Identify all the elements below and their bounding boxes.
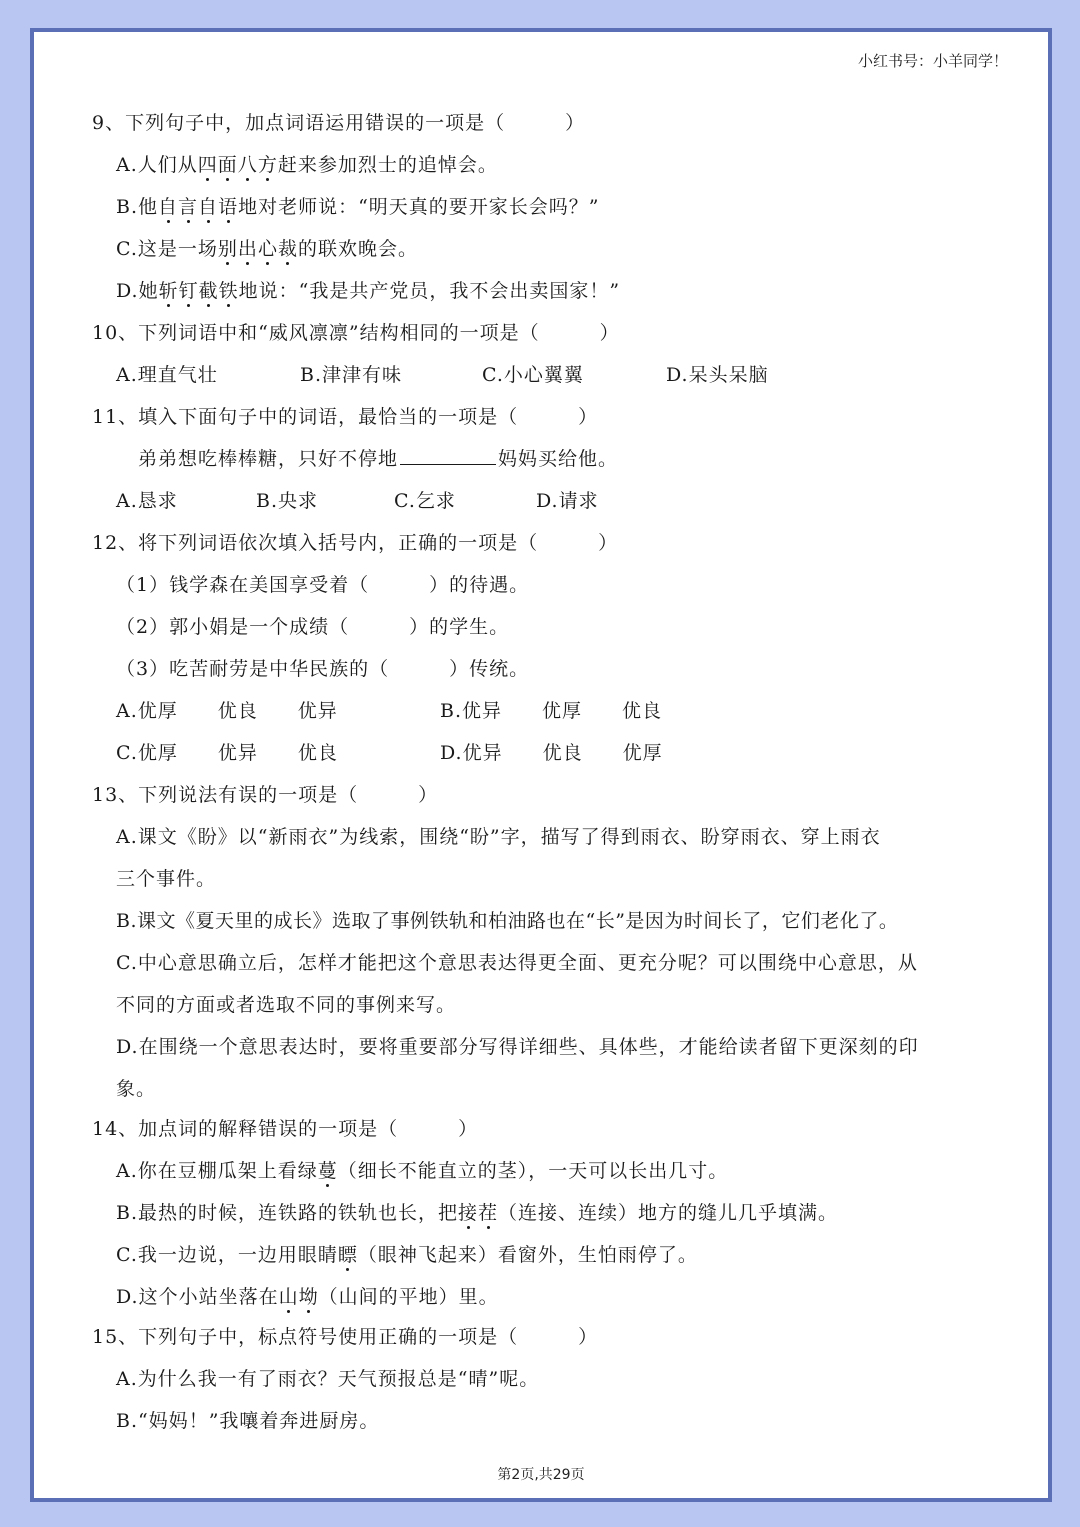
- q12-option-b: B.优异 优厚 优良: [440, 700, 663, 722]
- q13-option-c-line1: C.中心意思确立后，怎样才能把这个意思表达得更全面、更充分呢？可以围绕中心意思，从: [116, 952, 918, 974]
- q12-sentence-1: （1）钱学森在美国享受着（ ）的待遇。: [116, 574, 530, 596]
- q9-option-c: C.这是一场别出心裁的联欢晚会。: [116, 238, 418, 260]
- q13-option-c-line2: 不同的方面或者选取不同的事例来写。: [116, 994, 457, 1016]
- q15-option-b: B.“妈妈！”我嚷着奔进厨房。: [116, 1410, 380, 1432]
- q10-option-c: C.小心翼翼: [482, 364, 584, 386]
- question-13-stem: 13、下列说法有误的一项是（ ）: [92, 784, 439, 806]
- q14-option-d: D.这个小站坐落在山坳（山间的平地）里。: [116, 1286, 499, 1308]
- q12-sentence-3: （3）吃苦耐劳是中华民族的（ ）传统。: [116, 658, 530, 680]
- dotted-word: 四面八方: [197, 154, 278, 176]
- q13-option-d-line1: D.在围绕一个意思表达时，要将重要部分写得详细些、具体些，才能给读者留下更深刻的印: [116, 1036, 919, 1058]
- q12-option-c: C.优厚 优异 优良: [116, 742, 338, 764]
- question-11-stem: 11、填入下面句子中的词语，最恰当的一项是（ ）: [92, 406, 599, 428]
- page-number: 第2页,共29页: [497, 1467, 585, 1483]
- q11-sentence: 弟弟想吃棒棒糖，只好不停地 妈妈买给他。: [138, 448, 619, 470]
- question-9-stem: 9、下列句子中，加点词语运用错误的一项是（ ）: [92, 112, 586, 134]
- dotted-word: 自言自语: [158, 196, 239, 218]
- dotted-word: 山坳: [278, 1286, 319, 1308]
- q10-option-d: D.呆头呆脑: [666, 364, 769, 386]
- q10-option-a: A.理直气壮: [116, 364, 218, 386]
- q14-option-c: C.我一边说，一边用眼睛瞟（眼神飞起来）看窗外，生怕雨停了。: [116, 1244, 698, 1266]
- exam-page: [30, 28, 1052, 1502]
- q11-option-c: C.乞求: [394, 490, 456, 512]
- q10-option-b: B.津津有味: [300, 364, 403, 386]
- source-label: 小红书号：小羊同学！: [857, 52, 1008, 70]
- q14-option-a: A.你在豆棚瓜架上看绿蔓（细长不能直立的茎），一天可以长出几寸。: [116, 1160, 729, 1182]
- dotted-word: 接茬: [458, 1202, 499, 1224]
- dotted-word: 别出心裁: [217, 238, 298, 260]
- dotted-word: 斩钉截铁: [158, 280, 239, 302]
- q9-option-b: B.他自言自语地对老师说：“明天真的要开家长会吗？”: [116, 196, 600, 218]
- q12-option-a: A.优厚 优良 优异: [116, 700, 338, 722]
- q11-option-a: A.恳求: [116, 490, 178, 512]
- question-14-stem: 14、加点词的解释错误的一项是（ ）: [92, 1118, 479, 1140]
- q12-sentence-2: （2）郭小娟是一个成绩（ ）的学生。: [116, 616, 510, 638]
- question-10-stem: 10、下列词语中和“威风凛凛”结构相同的一项是（ ）: [92, 322, 620, 344]
- answer-blank: [400, 446, 496, 465]
- q14-option-b: B.最热的时候，连铁路的铁轨也长，把接茬（连接、连续）地方的缝儿几乎填满。: [116, 1202, 839, 1224]
- q9-option-a: A.人们从四面八方赶来参加烈士的追悼会。: [116, 154, 498, 176]
- dotted-word: 蔓: [317, 1160, 338, 1182]
- q13-option-b: B.课文《夏天里的成长》选取了事例铁轨和柏油路也在“长”是因为时间长了，它们老化了。: [116, 910, 899, 932]
- q13-option-a-line2: 三个事件。: [116, 868, 217, 890]
- q11-option-b: B.央求: [256, 490, 319, 512]
- q11-option-d: D.请求: [536, 490, 599, 512]
- q13-option-a-line1: A.课文《盼》以“新雨衣”为线索，围绕“盼”字，描写了得到雨衣、盼穿雨衣、穿上雨衣: [116, 826, 881, 848]
- q12-option-d: D.优异 优良 优厚: [440, 742, 663, 764]
- q15-option-a: A.为什么我一有了雨衣？天气预报总是“晴”呢。: [116, 1368, 540, 1390]
- q13-option-d-line2: 象。: [116, 1078, 157, 1100]
- question-12-stem: 12、将下列词语依次填入括号内，正确的一项是（ ）: [92, 532, 619, 554]
- q9-option-d: D.她斩钉截铁地说：“我是共产党员，我不会出卖国家！”: [116, 280, 621, 302]
- question-15-stem: 15、下列句子中，标点符号使用正确的一项是（ ）: [92, 1326, 599, 1348]
- dotted-word: 瞟: [337, 1244, 358, 1266]
